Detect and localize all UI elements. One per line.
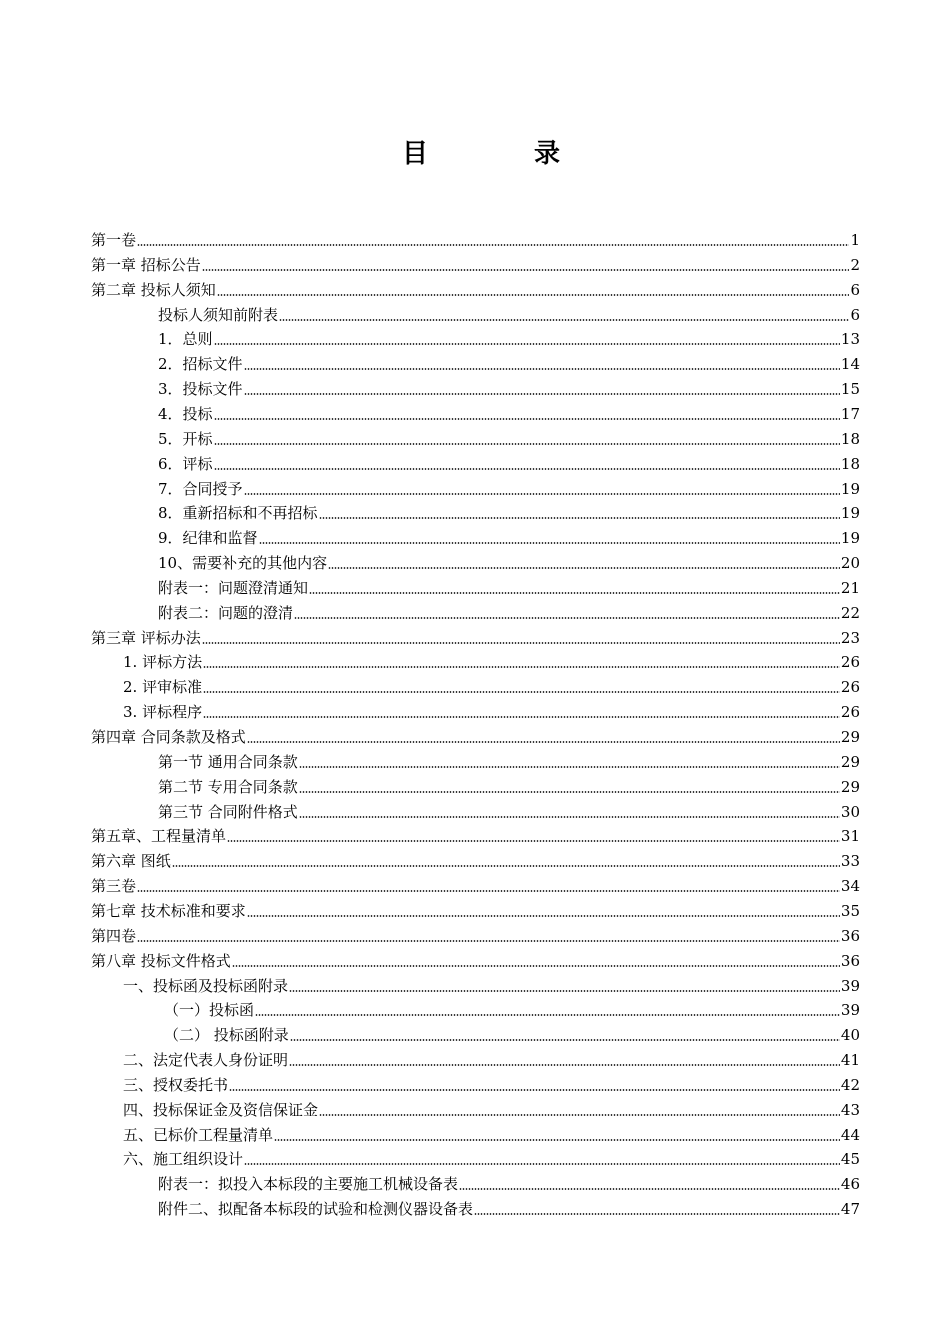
dot-leader [247, 741, 840, 743]
toc-entry-page-number: 22 [840, 603, 860, 622]
toc-entry-page-number: 6 [850, 305, 860, 324]
dot-leader [255, 1014, 840, 1016]
toc-entry-label: 附表一：拟投入本标段的主要施工机械设备表 [158, 1175, 459, 1194]
dot-leader [203, 666, 840, 668]
toc-entry[interactable] [91, 251, 860, 275]
toc-entry-page-number: 36 [840, 951, 860, 970]
toc-entry-page-number: 19 [840, 529, 860, 548]
dot-leader [244, 493, 840, 495]
toc-entry-label: 五、已标价工程量清单 [123, 1125, 274, 1144]
toc-entry-page-number: 14 [840, 355, 860, 374]
toc-entry-label: 6．评标 [158, 454, 213, 473]
toc-entry-label: 第一节 通用合同条款 [158, 752, 298, 771]
dot-leader [214, 343, 840, 345]
toc-entry-label: 3. 评标程序 [123, 703, 203, 722]
dot-leader [274, 1139, 840, 1141]
dot-leader [244, 393, 840, 395]
dot-leader [299, 791, 840, 793]
toc-entry-label: 8．重新招标和不再招标 [158, 504, 318, 523]
toc-entry[interactable] [158, 400, 860, 424]
toc-entry-label: 二、法定代表人身份证明 [123, 1051, 289, 1070]
toc-entry[interactable] [158, 325, 860, 349]
toc-entry[interactable] [158, 475, 860, 499]
toc-entry-page-number: 39 [840, 1001, 860, 1020]
toc-entry[interactable] [158, 574, 860, 598]
toc-entry-page-number: 45 [840, 1150, 860, 1169]
toc-entry-page-number: 17 [840, 404, 860, 423]
toc-entry-label: 六、施工组织设计 [123, 1150, 244, 1169]
toc-entry-page-number: 19 [840, 504, 860, 523]
toc-entry-label: 第三卷 [91, 877, 137, 896]
toc-entry[interactable] [164, 996, 860, 1020]
toc-entry-label: 10、需要补充的其他内容 [158, 554, 328, 573]
toc-entry[interactable] [158, 350, 860, 374]
toc-entry-page-number: 35 [840, 901, 860, 920]
toc-entry-label: 第二节 专用合同条款 [158, 777, 298, 796]
toc-entry[interactable] [91, 723, 860, 747]
toc-entry-page-number: 18 [840, 454, 860, 473]
toc-entry-label: 投标人须知前附表 [158, 305, 279, 324]
toc-entry-label: 第四卷 [91, 926, 137, 945]
toc-entry-page-number: 2 [850, 255, 860, 274]
dot-leader [217, 294, 850, 296]
toc-entry-page-number: 36 [840, 926, 860, 945]
toc-entry[interactable] [164, 1021, 860, 1045]
dot-leader [227, 840, 840, 842]
toc-entry-page-number: 29 [840, 777, 860, 796]
dot-leader [259, 542, 840, 544]
toc-entry-label: （一）投标函 [164, 1001, 255, 1020]
toc-entry[interactable] [158, 375, 860, 399]
toc-entry-page-number: 26 [840, 653, 860, 672]
dot-leader [214, 443, 840, 445]
toc-entry[interactable] [158, 1170, 860, 1194]
toc-entry-label: 第一章 招标公告 [91, 255, 201, 274]
toc-entry-page-number: 40 [840, 1026, 860, 1045]
toc-entry-page-number: 39 [840, 976, 860, 995]
dot-leader [203, 716, 840, 718]
toc-entry[interactable] [158, 549, 860, 573]
dot-leader [289, 1064, 840, 1066]
toc-entry[interactable] [123, 673, 860, 697]
dot-leader [202, 269, 850, 271]
toc-entry[interactable] [91, 872, 860, 896]
dot-leader [309, 592, 840, 594]
dot-leader [459, 1188, 840, 1190]
toc-entry[interactable] [123, 648, 860, 672]
dot-leader [294, 617, 840, 619]
toc-entry-page-number: 43 [840, 1100, 860, 1119]
toc-entry-page-number: 30 [840, 802, 860, 821]
toc-entry-page-number: 21 [840, 578, 860, 597]
toc-entry-page-number: 47 [840, 1200, 860, 1219]
toc-entry-label: 第六章 图纸 [91, 852, 171, 871]
dot-leader [319, 517, 840, 519]
toc-entry[interactable] [123, 1096, 860, 1120]
toc-entry-page-number: 46 [840, 1175, 860, 1194]
toc-entry-label: 第八章 投标文件格式 [91, 951, 231, 970]
toc-entry[interactable] [158, 524, 860, 548]
toc-entry-label: 3．投标文件 [158, 380, 243, 399]
dot-leader [244, 368, 840, 370]
dot-leader [172, 865, 840, 867]
dot-leader [299, 816, 840, 818]
dot-leader [232, 965, 840, 967]
toc-entry-label: 第一卷 [91, 231, 137, 249]
dot-leader [202, 642, 840, 644]
toc-entry-label: 2．招标文件 [158, 355, 243, 374]
dot-leader [229, 1089, 840, 1091]
toc-entry[interactable] [123, 1046, 860, 1070]
toc-entry-label: 附件二、拟配备本标段的试验和检测仪器设备表 [158, 1200, 474, 1219]
dot-leader [299, 766, 840, 768]
toc-entry-label: 第四章 合同条款及格式 [91, 728, 246, 746]
toc-entry[interactable] [158, 499, 860, 523]
toc-entry-label: 一、投标函及投标函附录 [123, 976, 289, 995]
toc-entry-label: 1．总则 [158, 330, 213, 349]
toc-entry-label: 第三章 评标办法 [91, 628, 201, 647]
toc-entry[interactable] [158, 1195, 860, 1219]
toc-entry-page-number: 23 [840, 628, 860, 647]
toc-entry-label: 1. 评标方法 [123, 653, 203, 672]
dot-leader [474, 1213, 840, 1215]
toc-entry-label: 第五章、工程量清单 [91, 827, 227, 846]
toc-entry-label: 4．投标 [158, 404, 213, 423]
dot-leader [244, 1163, 840, 1165]
toc-entry-page-number: 6 [850, 280, 860, 299]
dot-leader [137, 244, 849, 246]
toc-entry[interactable] [91, 822, 860, 846]
dot-leader [289, 990, 840, 992]
toc-entry-page-number: 33 [840, 852, 860, 871]
toc-entry[interactable] [158, 301, 860, 325]
toc-entry-label: 9．纪律和监督 [158, 529, 258, 548]
toc-entry-page-number: 1 [850, 231, 860, 249]
toc-entry[interactable] [123, 1071, 860, 1095]
toc-entry-page-number: 19 [840, 479, 860, 498]
toc-entry[interactable] [91, 226, 860, 250]
dot-leader [279, 319, 849, 321]
toc-entry-label: 附表二：问题的澄清 [158, 603, 294, 622]
dot-leader [319, 1114, 840, 1116]
toc-entry[interactable] [123, 698, 860, 722]
toc-entry[interactable] [91, 847, 860, 871]
toc-entry-label: 第七章 技术标准和要求 [91, 901, 246, 920]
toc-entry-label: 第二章 投标人须知 [91, 280, 216, 299]
toc-entry-page-number: 29 [840, 752, 860, 771]
toc-entry[interactable] [91, 897, 860, 921]
toc-entry-label: 7．合同授予 [158, 479, 243, 498]
toc-entry[interactable] [158, 450, 860, 474]
dot-leader [214, 468, 840, 470]
toc-entry-label: 2. 评审标准 [123, 678, 203, 697]
toc-entry[interactable] [158, 748, 860, 772]
toc-entry-label: 四、投标保证金及资信保证金 [123, 1100, 319, 1119]
toc-entry[interactable] [158, 798, 860, 822]
toc-entry[interactable] [158, 599, 860, 623]
toc-entry-page-number: 29 [840, 728, 860, 746]
toc-entry-page-number: 15 [840, 380, 860, 399]
dot-leader [328, 567, 840, 569]
toc-entry-label: 三、授权委托书 [123, 1075, 229, 1094]
dot-leader [203, 691, 840, 693]
toc-entry-page-number: 26 [840, 678, 860, 697]
toc-entry-page-number: 42 [840, 1075, 860, 1094]
toc-entry-page-number: 31 [840, 827, 860, 846]
toc-entry[interactable] [91, 624, 860, 648]
toc-entry-page-number: 44 [840, 1125, 860, 1144]
toc-entry-label: 附表一：问题澄清通知 [158, 578, 309, 597]
toc-entry-page-number: 18 [840, 429, 860, 448]
toc-entry-page-number: 34 [840, 877, 860, 896]
toc-entry[interactable] [91, 947, 860, 971]
toc-entry-label: 第三节 合同附件格式 [158, 802, 298, 821]
dot-leader [137, 940, 840, 942]
toc-entry-label: （二） 投标函附录 [164, 1026, 289, 1045]
toc-entry-page-number: 41 [840, 1051, 860, 1070]
toc-entry-label: 5．开标 [158, 429, 213, 448]
toc-entry[interactable] [91, 922, 860, 946]
toc-entry[interactable] [158, 773, 860, 797]
toc-entry[interactable] [158, 425, 860, 449]
toc-entry[interactable] [91, 276, 860, 300]
dot-leader [247, 915, 840, 917]
toc-entry[interactable] [123, 1145, 860, 1169]
dot-leader [214, 418, 840, 420]
toc-entry[interactable] [123, 1121, 860, 1145]
toc-entry-page-number: 26 [840, 703, 860, 722]
dot-leader [137, 890, 840, 892]
toc-entry-page-number: 13 [840, 330, 860, 349]
toc-entry-page-number: 20 [840, 554, 860, 573]
toc-entry[interactable] [123, 972, 860, 996]
dot-leader [290, 1039, 840, 1041]
page-title: 目 录 [401, 139, 600, 169]
